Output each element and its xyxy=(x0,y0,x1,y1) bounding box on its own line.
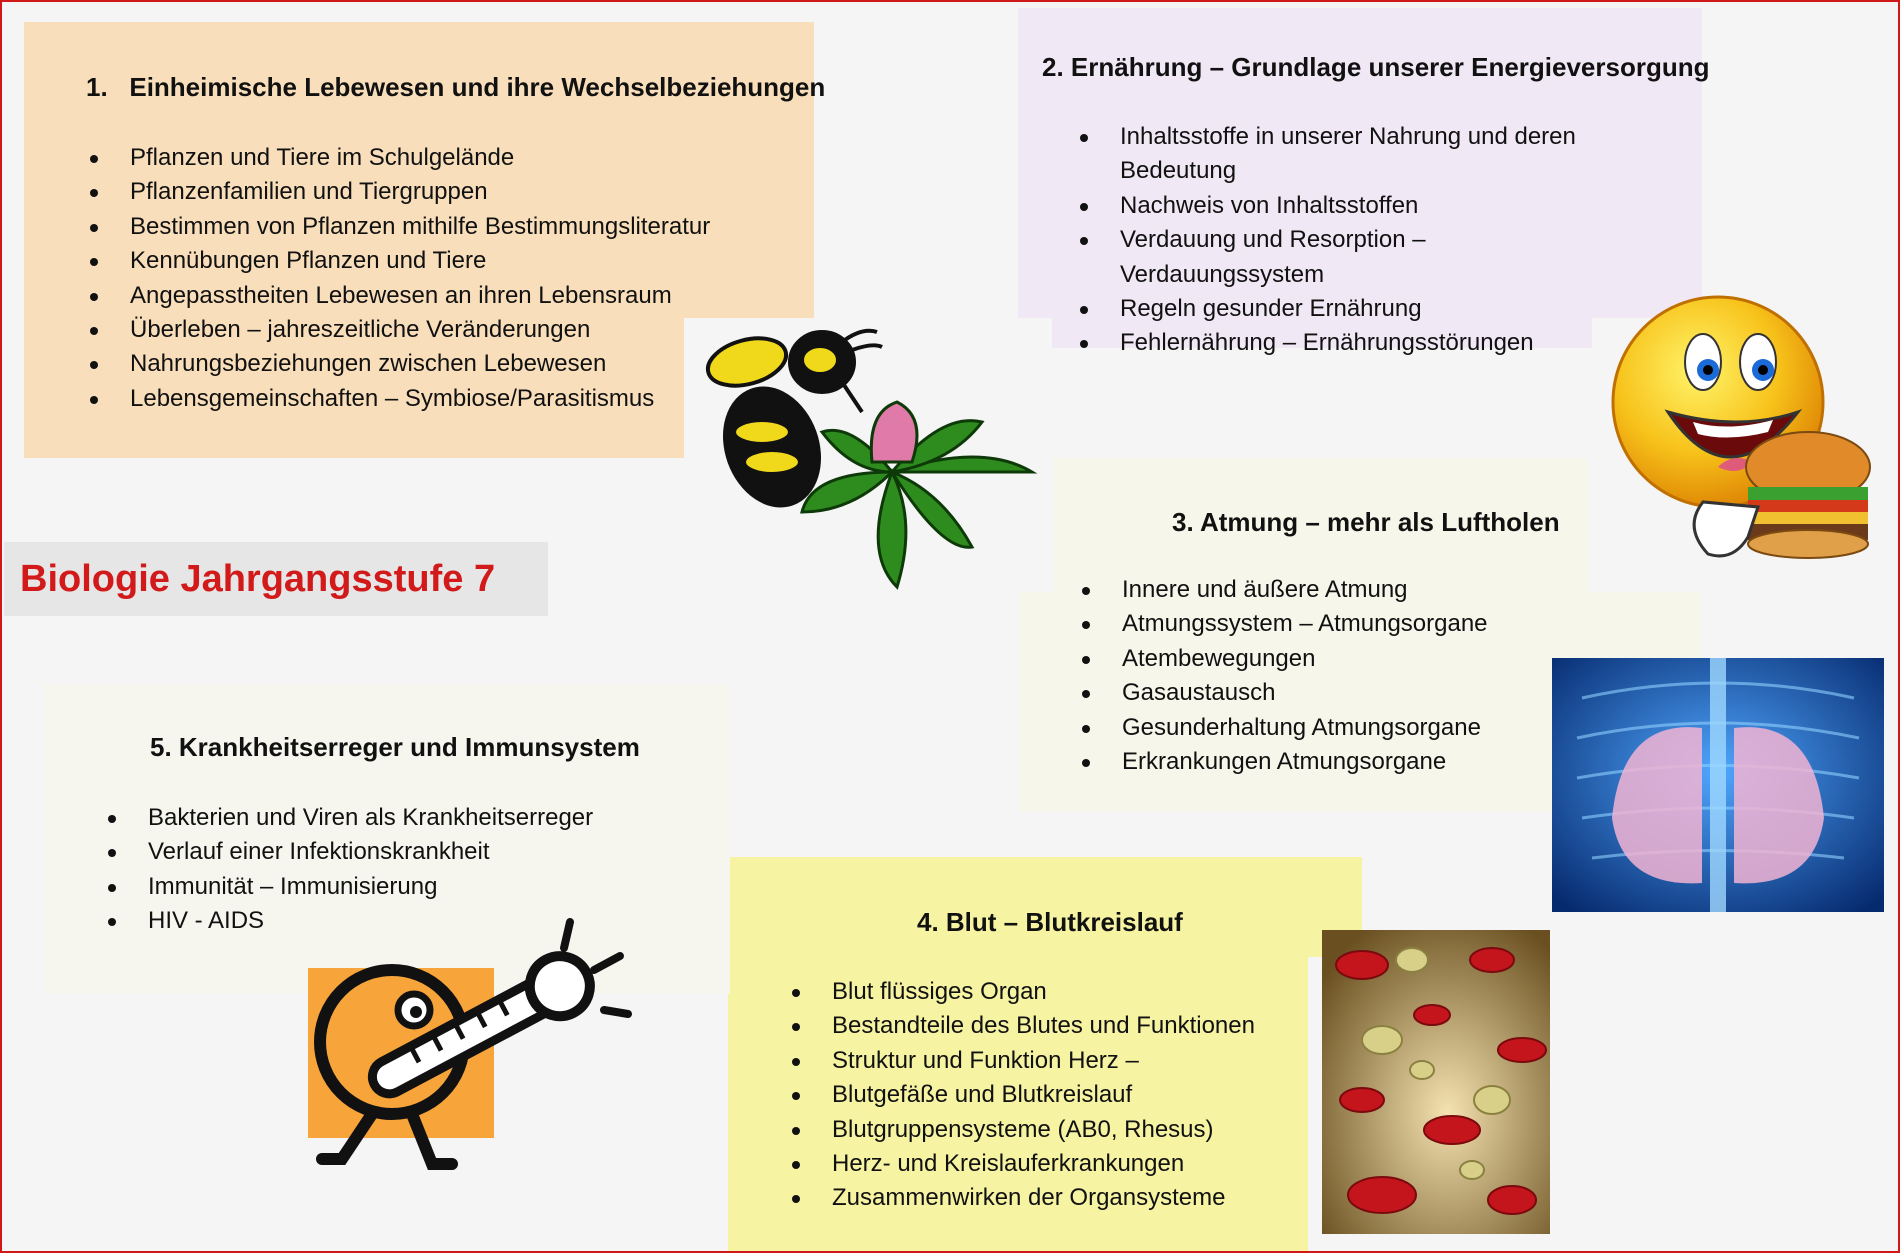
page-title: Biologie Jahrgangsstufe 7 xyxy=(20,558,496,600)
topic-3-title: 3. Atmung – mehr als Luftholen xyxy=(1172,507,1560,537)
list-item: Atembewegungen xyxy=(1080,642,1488,676)
list-item: Inhaltsstoffe in unserer Nahrung und deren Bedeutung xyxy=(1078,120,1618,189)
list-item: Pflanzenfamilien und Tiergruppen xyxy=(88,175,710,209)
list-item: Nahrungsbeziehungen zwischen Lebewesen xyxy=(88,347,710,381)
topic-4-list xyxy=(790,975,1255,1216)
list-item: Pflanzen und Tiere im Schulgelände xyxy=(88,141,710,175)
list-item: Blutgruppensysteme (AB0, Rhesus) xyxy=(790,1113,1255,1147)
topic-2-list xyxy=(1078,120,1618,361)
list-item: Verlauf einer Infektionskrankheit xyxy=(106,835,593,869)
list-item: Gasaustausch xyxy=(1080,676,1488,710)
list-item: Fehlernährung – Ernährungsstörungen xyxy=(1078,326,1618,360)
list-item: Angepasstheiten Lebewesen an ihren Lebensraum xyxy=(88,279,710,313)
blood-cells-photo xyxy=(1322,930,1550,1234)
list-item: Überleben – jahreszeitliche Veränderungen xyxy=(88,313,710,347)
topic-4-title: 4. Blut – Blutkreislauf xyxy=(917,907,1183,937)
smiley-burger-icon xyxy=(1608,292,1874,568)
list-item: HIV - AIDS xyxy=(106,904,593,938)
topic-5-title: 5. Krankheitserreger und Immunsystem xyxy=(150,732,640,762)
thermometer-icon xyxy=(302,914,634,1184)
list-item: Erkrankungen Atmungsorgane xyxy=(1080,745,1488,779)
list-item: Gesunderhaltung Atmungsorgane xyxy=(1080,711,1488,745)
list-item: Bestimmen von Pflanzen mithilfe Bestimmungsliteratur xyxy=(88,210,710,244)
list-item: Nachweis von Inhaltsstoffen xyxy=(1078,189,1618,223)
list-item: Blutgefäße und Blutkreislauf xyxy=(790,1078,1255,1112)
list-item: Bakterien und Viren als Krankheitserreger xyxy=(106,801,593,835)
list-item: Atmungssystem – Atmungsorgane xyxy=(1080,607,1488,641)
list-item: Struktur und Funktion Herz – xyxy=(790,1044,1255,1078)
list-item: Innere und äußere Atmung xyxy=(1080,573,1488,607)
list-item: Zusammenwirken der Organsysteme xyxy=(790,1181,1255,1215)
bee-flower-icon xyxy=(702,322,1042,592)
list-item: Immunität – Immunisierung xyxy=(106,870,593,904)
list-item: Verdauung und Resorption – Verdauungssystem xyxy=(1078,223,1618,292)
topic-1-list xyxy=(88,141,710,416)
list-item: Bestandteile des Blutes und Funktionen xyxy=(790,1009,1255,1043)
list-item: Herz- und Kreislauferkrankungen xyxy=(790,1147,1255,1181)
lungs-illustration xyxy=(1552,658,1884,912)
topic-2-title: 2. Ernährung – Grundlage unserer Energieversorgung xyxy=(1042,52,1710,82)
topic-3-list xyxy=(1080,573,1488,779)
list-item: Lebensgemeinschaften – Symbiose/Parasitismus xyxy=(88,382,710,416)
list-item: Blut flüssiges Organ xyxy=(790,975,1255,1009)
list-item: Regeln gesunder Ernährung xyxy=(1078,292,1618,326)
topic-1-title: 1. Einheimische Lebewesen und ihre Wechselbeziehungen xyxy=(86,72,826,102)
list-item: Kennübungen Pflanzen und Tiere xyxy=(88,244,710,278)
